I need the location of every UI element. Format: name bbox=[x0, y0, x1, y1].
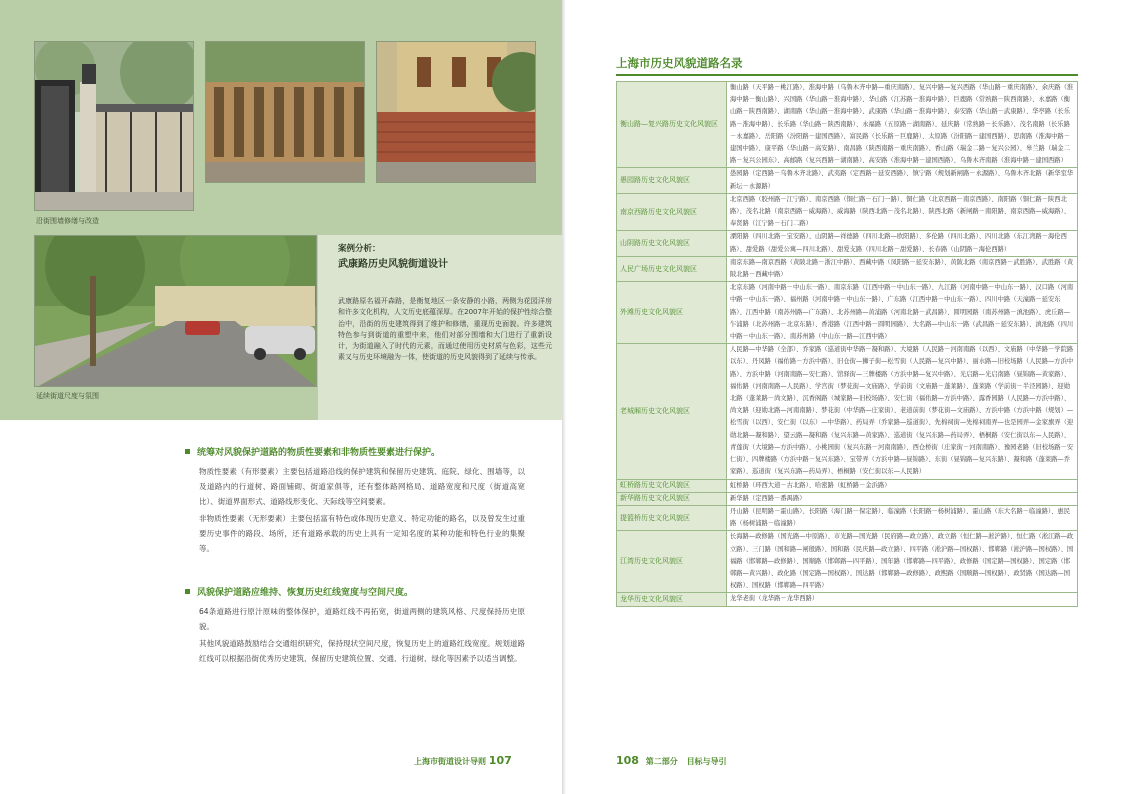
folio-left: 上海市街道设计导则 107 bbox=[414, 754, 512, 767]
roads-cell: 长海路—政修路（国光路—中原路）、市光路—国光路（民府路—政立路）、政立路（恒仁路—淞沪路）、恒仁路（淞江路—政立路）、三门路（国和路—闸殷路）、国和路（民庆路—政立路）、四平路（淞沪路—国权路）、邯郸路（淞沪路—国权路）、国福路（邯郸路—政修路）、国顺路（邯郸路—四平路）、国年路（邯郸路—四平路）、政修路（国定路—国权路）、国定路（邯郸路—黄兴路）、政化路（国定路—国权路）、国达路（邯郸路—政修路）、政熙路（国顺路—国权路）、政贤路（国达路—国权路）、国权路（邯郸路—四平路） bbox=[727, 531, 1078, 593]
section-protect-elements bbox=[185, 445, 525, 556]
part-label: 第二部分 bbox=[645, 757, 678, 766]
district-cell: 虹桥路历史文化风貌区 bbox=[617, 479, 727, 492]
table-row bbox=[617, 593, 1078, 606]
roads-cell: 丹山路（昆明路－霍山路）、长阳路（海门路－保定路）、临潼路（长阳路－杨树浦路）、霍山路（东大名路－临潼路）、惠民路（杨树浦路－临潼路） bbox=[727, 505, 1078, 530]
caption-street: 延续街道尺度与氛围 bbox=[36, 392, 99, 400]
section-red-line-width bbox=[185, 585, 525, 666]
district-cell: 新华路历史文化风貌区 bbox=[617, 492, 727, 505]
district-cell: 愚园路历史文化风貌区 bbox=[617, 168, 727, 193]
district-cell: 老城厢历史文化风貌区 bbox=[617, 344, 727, 479]
table-row bbox=[617, 256, 1078, 281]
roads-cell: 南京东路—南京西路（黄陂北路－浙江中路）、西藏中路（凤阳路－延安东路）、黄陂北路（南京西路－武胜路）、武胜路（黄陂北路－西藏中路） bbox=[727, 256, 1078, 281]
roads-cell: 虹桥路（环西大道－古北路）、哈密路（虹桥路－金浜路） bbox=[727, 479, 1078, 492]
photo-villa-wall bbox=[376, 41, 536, 183]
routes-table bbox=[616, 81, 1078, 607]
case-study-title: 武康路历史风貌街道设计 bbox=[338, 259, 448, 270]
title-rule bbox=[616, 74, 1078, 76]
bullet-square-icon bbox=[185, 449, 190, 454]
paragraph: 64条道路进行原汁原味的整体保护，道路红线不再拓宽，街道两侧的建筑风格、尺度保持历史原貌。 bbox=[199, 607, 525, 631]
roads-cell: 溧阳路（四川北路－宝安路）、山阴路—祥德路（四川北路—欧阳路）、多伦路（四川北路）、四川北路（东江湾路－海伦西路）、甜爱路（甜爱公寓—四川北路）、甜爱支路（四川北路－甜爱路）、长春路（山阴路－海伦西路） bbox=[727, 231, 1078, 256]
roads-cell: 北京东路（河南中路－中山东一路）、南京东路（江西中路－中山东一路）、九江路（河南中路－中山东一路）、汉口路（河南中路－中山东一路）、福州路（河南中路－中山东一路）、广东路（江西中路－中山东一路）、四川中路（天潼路－延安东路）、江西中路（南苏州路—广东路）、北苏州路—黄浦路（河南北路－武昌路）、圆明园路（南苏州路－滇池路）、虎丘路—乍浦路（北苏州路－北京东路）、香港路（江西中路－圆明园路）、大名路—中山东一路（武昌路－延安东路）、滇池路（四川中路－中山东一路）、南苏州路（中山东一路—江西中路） bbox=[727, 282, 1078, 344]
table-row bbox=[617, 505, 1078, 530]
photo-street bbox=[34, 235, 317, 387]
table-title: 上海市历史风貌道路名录 bbox=[616, 56, 743, 70]
page-number: 107 bbox=[488, 754, 512, 767]
roads-cell: 衡山路（天平路－桃江路）、淮海中路（乌鲁木齐中路—重庆南路）、复兴中路—复兴西路（华山路－重庆南路）、余庆路（淮海中路－衡山路）、兴国路（华山路－淮海中路）、华山路（江苏路－淮海中路）、巨鹿路（常熟路－陕西南路）、永嘉路（衡山路－陕西南路）、湖南路（华山路－淮海中路）、武康路（华山路－淮海中路）、泰安路（华山路－武康路）、华亭路（长乐路－淮海中路）、长乐路（华山路－陕西南路）、永福路（五原路－湖南路）、延庆路（常熟路－长乐路）、茂名南路（长乐路－永嘉路）、岳阳路（汾阳路－建国西路）、富民路（长乐路－巨鹿路）、太原路（汾阳路－建国西路）、思南路（淮海中路－建国中路）、康平路（华山路－高安路）、南昌路（陕西南路－重庆南路）、香山路（瑞金二路－复兴公园）、皋兰路（瑞金二路－复兴公园东）、高邮路（复兴西路－湖南路）、高安路（淮海中路－建国西路）、乌鲁木齐南路（淮海中路－建国西路） bbox=[727, 82, 1078, 168]
roads-cell: 北京西路（胶州路－江宁路）、南京西路（铜仁路－石门一路）、铜仁路（北京西路－南京西路）、南阳路（铜仁路－陕西北路）、茂名北路（南京西路－威海路）、威海路（陕西北路－茂名北路）、陕西北路（新闸路－南阳路、南京西路—威海路）、奉贤路（江宁路－石门二路） bbox=[727, 193, 1078, 231]
page-number: 108 bbox=[616, 754, 639, 767]
paragraph: 物质性要素（有形要素）主要包括道路沿线的保护建筑和保留历史建筑、庭院、绿化、围墙等，以及道路内的行道树、路面铺砌、街道家俱等，还有整体路网格局、道路宽度和尺度（街道高宽比）、街道界面形式、道路线形变化、天际线等空间要素。 bbox=[199, 467, 525, 506]
folio-right bbox=[616, 754, 727, 767]
district-cell: 江湾历史文化风貌区 bbox=[617, 531, 727, 593]
photo-gate-wall bbox=[34, 41, 194, 211]
table-row bbox=[617, 168, 1078, 193]
district-cell: 人民广场历史文化风貌区 bbox=[617, 256, 727, 281]
table-row bbox=[617, 193, 1078, 231]
district-cell: 衡山路—复兴路历史文化风貌区 bbox=[617, 82, 727, 168]
table-row bbox=[617, 231, 1078, 256]
photo-brick-fence bbox=[205, 41, 365, 183]
case-study-text: 武康路原名福开森路，是衡复地区一条安静的小路，两侧为花园洋房和许多文化机构，人文历史底蕴深厚。在2007年开始的保护性综合整治中，沿街的历史建筑得到了维护和修缮，重现历史面貌。许多建筑特色参与到街道的重塑中来，他们对部分围墙和大门进行了重新设计，为街道融入了时代的元素，而通过使用历史材质与色彩，这些元素又与历史环境融为一体，使街道的历史风貌得到了延续与传承。 bbox=[338, 297, 552, 362]
district-cell: 龙华历史文化风貌区 bbox=[617, 593, 727, 606]
section-heading: 统筹对风貌保护道路的物质性要素和非物质性要素进行保护。 bbox=[185, 445, 525, 458]
paragraph: 其他风貌道路鼓励结合交通组织研究，保持现状空间尺度，恢复历史上的道路红线宽度。规划道路红线可以根据沿街优秀历史建筑、保留历史建筑位置、交通、行道树、绿化等因素予以适当调整。 bbox=[199, 639, 525, 663]
table-row bbox=[617, 492, 1078, 505]
table-row bbox=[617, 479, 1078, 492]
roads-cell: 人民路—中华路（全部）、乔家路（巡道街中华路－凝和路）、大境路（人民路－河南南路（以西）、文庙路（中华路－学院路以东）、丹凤路（福佑路－方浜中路）、旧仓街—狮子街—松雪街（人民路—复兴中路）、丽水路—旧校场路（人民路—方浜中路）、方浜中路（河南南路—安仁路）、馆驿街—三牌楼路（方浜中路—复兴中路）、光启路—光启南路（昼锦路—黄家路）、福佑路（河南南路—人民路）、学宫街（梦花街—文庙路）、学前街（文庙路－蓬莱路）、蓬莱路（学前街－半泾园路）、迎勋北路（蓬莱路－尚文路）、沉香阁路（城家路—旧校场路）、安仁街（福佑路—方浜中路）、露香园路（人民路—方浜中路）、尚文路（迎勋北路—河南南路）、梦花街（中华路—庄家街）、老道前街（梦花街—文庙路）、方浜中路（方浜中路（规划）—松雪街（以西）、安仁街（以东）—中华路）、药局弄（乔家路—巡道街）、先棉祠街—先棉祠南弄—也是园弄—金家旗弄（迎勋北路—凝和路）、望云路—凝和路（复兴东路—黄家路）、巡道街（复兴东路—药局弄）、梧桐路（安仁街以东—人民路）、青莲街（大境路—方浜中路）、小桃园街（复兴东路－河南南路）、西仓桥街（庄家街－河南南路）、豫园老路（旧校场路－安仁街）、四牌楼路（方浜中路－复兴东路）、宝带弄（方浜中路—昼锦路）、东街（昼锦路—复兴东路）、凝和路（蓬莱路—乔家路）、巡道街（复兴东路—药局弄）、梧桐路（安仁街以东—人民路） bbox=[727, 344, 1078, 479]
table-row bbox=[617, 531, 1078, 593]
district-cell: 外滩历史文化风貌区 bbox=[617, 282, 727, 344]
bullet-square-icon bbox=[185, 589, 190, 594]
district-cell: 山阴路历史文化风貌区 bbox=[617, 231, 727, 256]
table-row bbox=[617, 82, 1078, 168]
case-study-label: 案例分析： bbox=[338, 244, 381, 254]
caption-wall: 沿街围墙修缮与改造 bbox=[36, 217, 99, 225]
paragraph: 非物质性要素（无形要素）主要包括富有特色或体现历史意义、特定功能的路名，以及曾发生过重要历史事件的路段、场所，还有道路承载的历史上具有一定知名度的某种功能和特色行业的集聚等。 bbox=[199, 514, 525, 553]
district-cell: 提篮桥历史文化风貌区 bbox=[617, 505, 727, 530]
district-cell: 南京西路历史文化风貌区 bbox=[617, 193, 727, 231]
table-row bbox=[617, 282, 1078, 344]
roads-cell: 愚园路（定西路－乌鲁木齐北路）、武夷路（定西路－延安西路）、镇宁路（规划新闸路－永源路）、乌鲁木齐北路（新华室华新坛－永源路） bbox=[727, 168, 1078, 193]
table-row bbox=[617, 344, 1078, 479]
roads-cell: 新华路（定西路－番禺路） bbox=[727, 492, 1078, 505]
roads-cell: 龙华老街（龙华路－龙华西路） bbox=[727, 593, 1078, 606]
section-heading: 风貌保护道路应维持、恢复历史红线宽度与空间尺度。 bbox=[185, 585, 525, 598]
part-title: 目标与导引 bbox=[686, 757, 727, 766]
